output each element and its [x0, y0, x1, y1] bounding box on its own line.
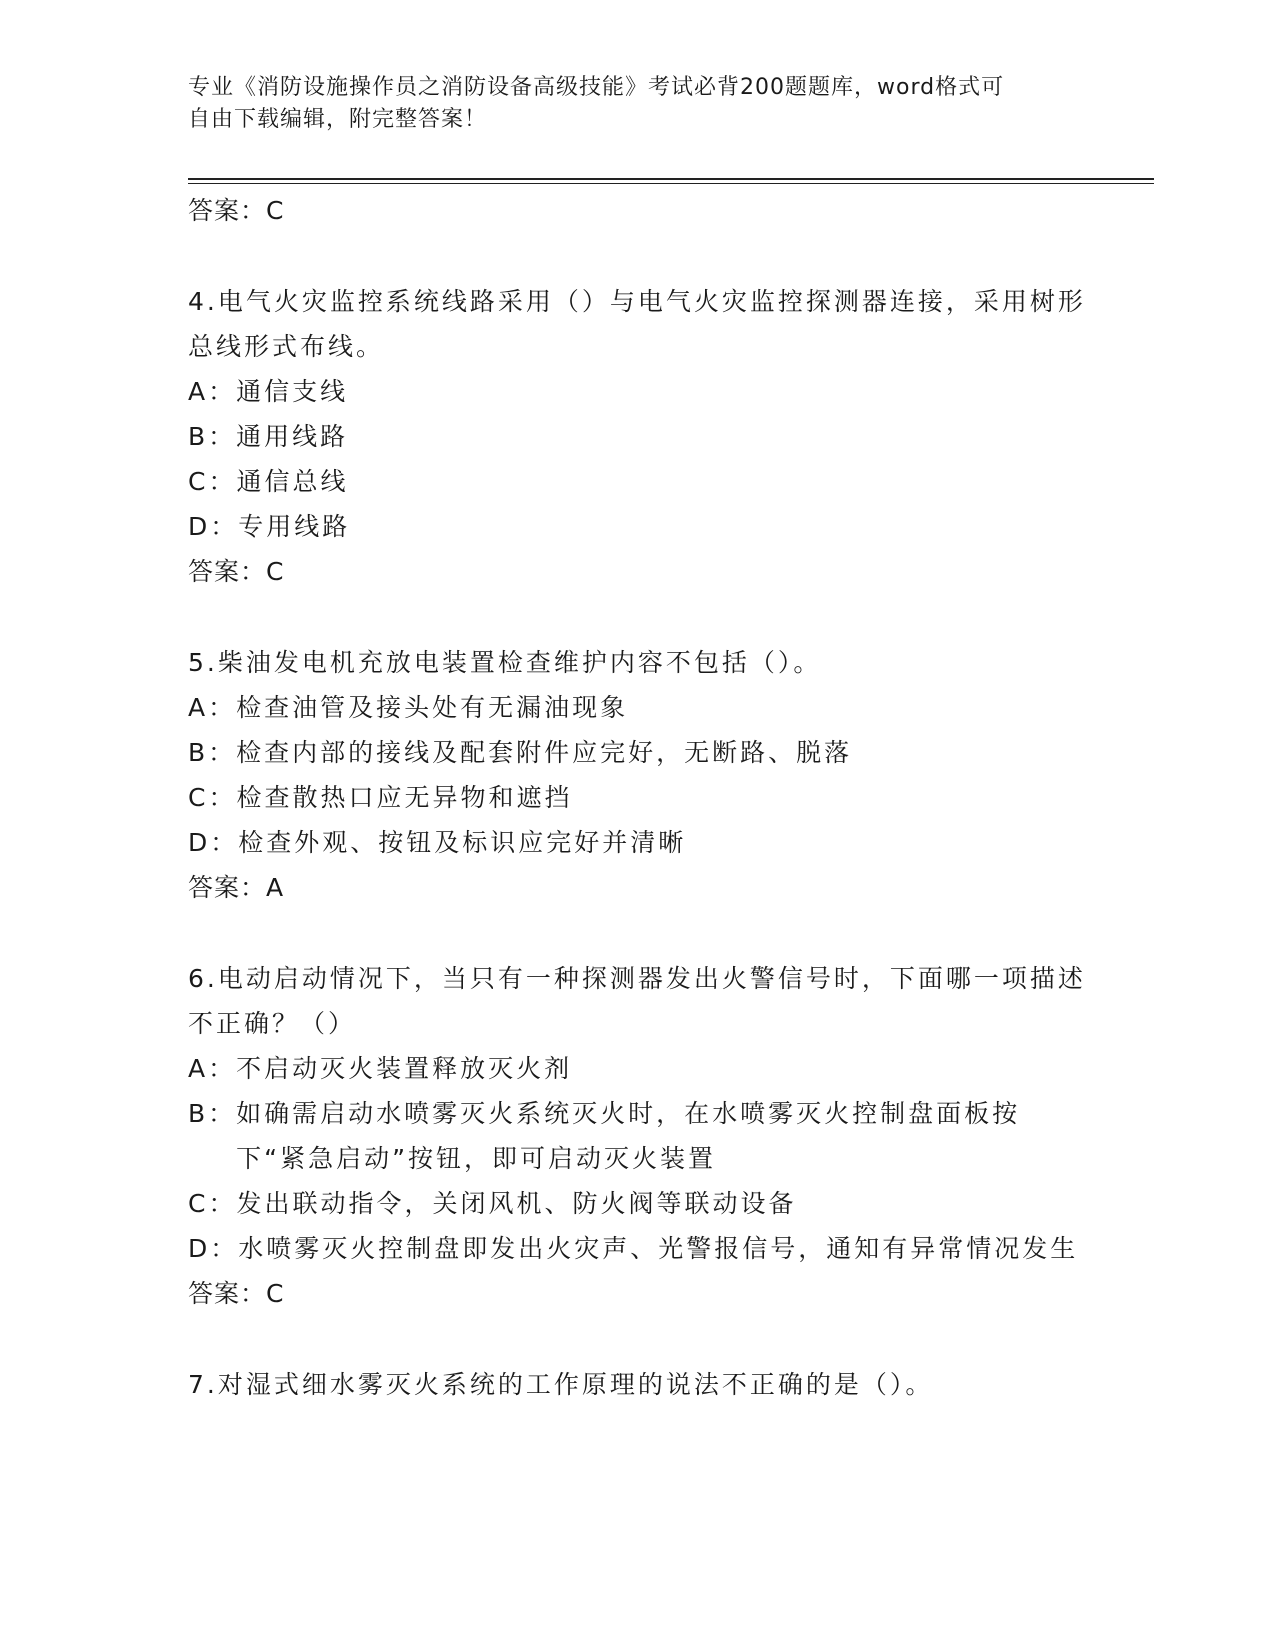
answer-q3: 答案：C — [188, 196, 285, 225]
option-text: 检查油管及接头处有无漏油现象 — [236, 693, 629, 722]
header-line-2: 自由下载编辑，附完整答案！ — [188, 107, 488, 132]
option-d — [188, 1226, 1088, 1271]
option-key: D： — [188, 512, 239, 541]
option-text: 检查散热口应无异物和遮挡 — [236, 783, 573, 812]
answer-q5: 答案：A — [188, 873, 285, 902]
option-d — [188, 820, 1088, 865]
option-key: B： — [188, 422, 237, 451]
option-key: C： — [188, 467, 237, 496]
option-c — [188, 1181, 1088, 1226]
answer-q4: 答案：C — [188, 557, 285, 586]
option-text: 检查外观、按钮及标识应完好并清晰 — [238, 828, 687, 857]
document-header — [188, 72, 1068, 136]
option-text: 水喷雾灭火控制盘即发出火灾声、光警报信号，通知有异常情况发生 — [238, 1234, 1079, 1263]
question-text: 4.电气火灾监控系统线路采用（）与电气火灾监控探测器连接，采用树形总线形式布线。 — [188, 287, 1086, 361]
question-5 — [188, 640, 1088, 910]
header-divider-thick — [188, 178, 1154, 180]
question-6 — [188, 956, 1088, 1316]
option-a — [188, 685, 1088, 730]
answer-q6: 答案：C — [188, 1279, 285, 1308]
question-text: 7.对湿式细水雾灭火系统的工作原理的说法不正确的是（）。 — [188, 1370, 934, 1399]
option-key: D： — [188, 1234, 239, 1263]
option-text: 通用线路 — [236, 422, 349, 451]
option-text: 通信支线 — [236, 377, 349, 406]
option-c — [188, 775, 1088, 820]
option-text: 发出联动指令，关闭风机、防火阀等联动设备 — [236, 1189, 797, 1218]
option-b — [188, 1091, 1088, 1181]
question-4 — [188, 279, 1088, 594]
header-line-1: 专业《消防设施操作员之消防设备高级技能》考试必背200题题库，word格式可 — [188, 75, 1005, 100]
option-key: B： — [188, 738, 237, 767]
option-key: A： — [188, 693, 237, 722]
option-b — [188, 730, 1088, 775]
option-key: A： — [188, 1054, 237, 1083]
header-divider-thin — [188, 183, 1154, 184]
option-a — [188, 1046, 1088, 1091]
option-key: B： — [188, 1099, 237, 1128]
option-a — [188, 369, 1088, 414]
option-key: A： — [188, 377, 237, 406]
option-d — [188, 504, 1088, 549]
option-text: 如确需启动水喷雾灭火系统灭火时，在水喷雾灭火控制盘面板按下“紧急启动”按钮，即可启动灭火装置 — [236, 1099, 1021, 1173]
question-text: 6.电动启动情况下，当只有一种探测器发出火警信号时，下面哪一项描述不正确？（） — [188, 964, 1086, 1038]
question-list — [188, 188, 1088, 1407]
question-7 — [188, 1362, 1088, 1407]
option-text: 检查内部的接线及配套附件应完好，无断路、脱落 — [236, 738, 853, 767]
option-text: 不启动灭火装置释放灭火剂 — [236, 1054, 573, 1083]
option-key: C： — [188, 783, 237, 812]
question-text: 5.柴油发电机充放电装置检查维护内容不包括（）。 — [188, 648, 822, 677]
option-key: D： — [188, 828, 239, 857]
option-text: 通信总线 — [236, 467, 349, 496]
option-b — [188, 414, 1088, 459]
option-text: 专用线路 — [238, 512, 351, 541]
option-c — [188, 459, 1088, 504]
option-key: C： — [188, 1189, 237, 1218]
